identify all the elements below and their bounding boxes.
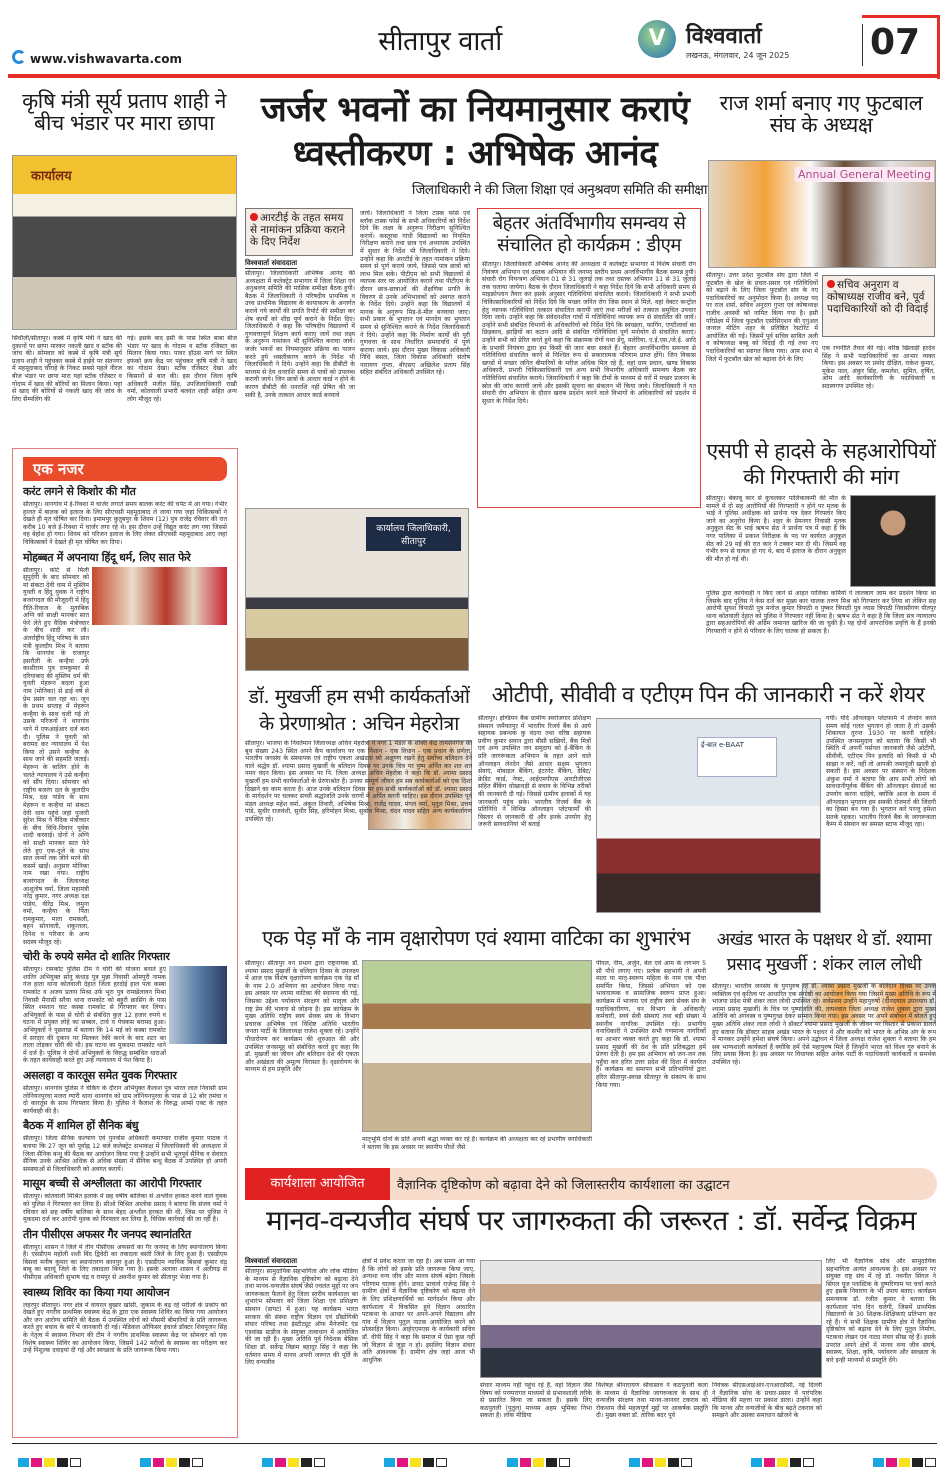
photo-sign: कार्यालय [31, 169, 72, 184]
football-photo [708, 160, 936, 268]
photo-banner: Annual General Meeting [795, 167, 934, 182]
byline: विश्ववार्ता संवाददाता [245, 259, 298, 267]
color-bar-group [751, 1452, 816, 1471]
brief-body: सीतापुर। कोतवाली मिश्रित इलाके में छह वर्षीय बालिका से अश्लील हरकत करने वाले युवक को पुलिस ने गिरफ्तार कर लिया है। सीओ मिश्रित आलोक प्रसाद ने बताया कि संजय वर्मा ने रविवार को छह वर्षीय बालिका के साथ बेहद अश्लील हरकत की थी, जिस पर पुलिस ने मुकदमा दर्ज कर आरोपी युवक को गिरफ्तार कर लिया है, विधिक कार्रवाई की जा रही है। [23, 1193, 227, 1224]
mukherjee-headline: डॉ. मुखर्जी हम सभी कार्यकर्ताओं के प्रेरणाश्रोत : अचिन मेहरोत्रा [248, 685, 470, 735]
story-headline: कृषि मंत्री सूर्य प्रताप शाही ने बीच भंडार पर मारा छापा [22, 89, 226, 136]
color-bar-group [262, 1452, 327, 1471]
akhand-body: सीतापुर। भारतीय जनसंघ के युगपुरुष रहे डॉ. श्यामा प्रसाद मुखर्जी के बलिदान दिवस पर उनके व्यक्तित्व एवं कृतित्व पर आधारित एक संगोष्ठी का आयोजन किया गया जिसमें मुख्य अतिथि के रूप में भाजपा प्रदेश मंत्री शंकर लाल लोधी उपस्थित रहे। सर्वप्रथम उन्होंने महापुरुषों (दीनदयाल उपाध्याय डॉ. श्यामा प्रसाद मुखर्जी) के चित्र पर पुष्पांजलि की, तत्पश्चात जिला अध्यक्ष राजेश शुक्ला द्वारा मुख्य अतिथि को अंगवस्त्र व पुष्पगुच्छ देकर सम्मान किया गया। इस अवसर पर अपने संबोधन में बोलते हुए मुख्य अतिथि शंकर लाल लोधी ने डॉक्टर श्यामा प्रसाद मुखर्जी के जीवन पर विस्तार से प्रकाश डालते हुए बताया कि डॉक्टर साहब अखंड भारत के पक्षधर थे और कश्मीर को भारत के अभिन्न अंग के रूप में मानकर उन्होंने हमेशा संघर्ष किया। अपने उद्बोधन में जिला अध्यक्ष राजेश शुक्ला ने बताया कि हम सब भाग्यशाली कार्यकर्ता हैं क्योंकि हमें ऐसे महापुरुष मिले हैं जिन्होंने भारत को विश्व गुरु बनाने के लिए प्रयास किया है। इस अवसर पर विधायक सहित अनेक पार्टी के पदाधिकारी कार्यकर्ता व समर्थक उपस्थित रहे। [712, 983, 936, 1066]
raid-photo [12, 155, 237, 330]
tree-caption: मातृभूमि दोनों के प्रति अपनी श्रद्धा व्यक्त कर रहे हैं। कार्यक्रम की अध्यक्षता कर रहे प्रभागीय वनाधिकारी ने बताया कि इस अवसर पर स्थानीय पौधों जैसे [362, 1136, 592, 1151]
news-brief [23, 484, 227, 547]
wedding-photo [92, 567, 227, 625]
registration-color-bars [18, 1452, 938, 1471]
brief-headline: तीन पीसीएस अफसर गैर जनपद स्थानांतरित [23, 1227, 191, 1241]
dm-headline: बेहतर अंतर्विभागीय समन्वय से संचालित हो कार्यक्रम : डीएम [492, 213, 686, 256]
tree-body: पीपल, नीम, अर्जुन, बेल एवं आम के लगभग 5 सौ पौधे लगाए गए। प्रत्येक सहभागी ने अपनी माता या मातृ-स्वरूप महिला के नाम एक पौधा समर्पित किया, जिससे अभियान को एक भावनात्मक व सामाजिक स्वरूप प्राप्त हुआ। कार्यक्रम में भाजपा एवं राष्ट्रीय स्वयं सेवक संघ के पदाधिकारीगण, वन विभाग के अधिकारी/कर्मचारी, स्वयं सेवी संस्थाएं तथा बड़ी संख्या में स्थानीय नागरिक उपस्थित रहे। प्रभागीय वनाधिकारी ने उपस्थित सभी गणमान्य नागरिकों का आभार व्यक्त करते हुए कहा कि डॉ. श्यामा प्रसाद मुखर्जी की देश के प्रति प्रतिबद्धता हमें प्रेरणा देती है। हम इस अभियान को जन-जन तक पहुँचा कर हरित उत्तर प्रदेश की दिशा में कार्यरत हैं। कार्यक्रम का समापन सभी प्रतिभागियों द्वारा हरित सीतापुर-स्वच्छ सीतापुर के संकल्प के साथ किया गया। [596, 960, 706, 1089]
section-title: सीतापुर वार्ता [378, 26, 502, 57]
color-bar-group [507, 1452, 572, 1471]
projector-screen: ई-बात e-BAAT [697, 737, 777, 777]
masthead [0, 0, 945, 80]
otp-body: सीतापुर। इण्डियन बैंक ग्रामीण स्वरोजगार प्रशिक्षण संस्थान जमैयतपुर में भारतीय रिजर्व बैंक से आये सहायक प्रबन्धक कु वंदना तथा वरिष्ठ सहायक प्रवीण कुमार सवान द्वारा बीसी सखियों, बैंक मित्रों एवं अन्य उपस्थित जन समुदाय को ई-बैंकिंग के प्रति जागरूकता अभियान के तहत आने वाले ऑनलाइन लेनदेन जैसे आधार सक्षम भुगतान सेवाएं, मोबाइल बैंकिंग, इंटरनेट बैंकिंग, डेबिट/क्रेडिट कार्ड, नेफ्ट, आईएमपीएस आरटीजीएस सहित बैंकिंग धोखाधड़ी से बचाव के विभिन्न तरीकों की जानकारी दी गई। जिससे ग्रामीण इलाकों में यह जानकारी पहुंच सके। भारतीय रिजर्व बैंक के प्रतिनिधि ने विभिन्न ऑनलाइन प्लेटफार्मों की विस्तार से जानकारी दी और इनके उपयोग हेतु जरूरी सावधानियां भी बताई [478, 715, 591, 829]
brief-headline: बैठक में शामिल हों सैनिक बंधु [23, 1119, 139, 1133]
accused-photo [169, 966, 227, 1044]
workshop-headline: मानव-वन्यजीव संघर्ष पर जागरुकता की जरूरत : डॉ. सर्वेन्द्र विक्रम [265, 1204, 917, 1237]
ek-nazar-title: एक नजर [23, 457, 227, 481]
page-number: 07 [870, 22, 921, 63]
brief-body: सीतापुर। थानगांव पुलिस ने चेकिंग के दौरान अभियुक्त कैलाश पुत्र भारत लाल निवासी ग्राम लोनियनपुरवा मजरा ग्यारी थाना थानगांव को ग्राम लोनियनपुरवा के पास से 12 बोर तमंचा व दो कारतूस के साथ गिरफ्तार किया है। पुलिस ने कैलाश के विरुद्ध आर्म्स एक्ट के तहत कार्यवाही की है। [23, 1084, 227, 1115]
brief-body: सीतापुर। जिला सैनिक कल्याण एवं पुनर्वास अधिकारी कमाण्डर राजीव कुमार पाठक ने बताया कि 27 जून को पूर्वाह्न 12 बजे कलेक्ट्रेट सभाकक्ष में जिलाधिकारी की अध्यक्षता में जिला सैनिक बन्धु की बैठक का आयोजन किया गया है उन्होंने सभी भूतपूर्व सैनिक व सेवारत सैनिक उनके आश्रित अधिक से अधिक संख्या में सैनिक बन्धु बैठक में उपस्थित हो अपनी समस्याओं से जिलाधिकारी को अवगत करायें। [23, 1135, 227, 1173]
brief-body: सीतापुर। थानगांव में ई-रिक्शा में चार्जर लगाते समय बालक करंट की चपेट में आ गया। गंभीर हालत में बालक को इलाज के लिए सीएचसी महमूदाबाद ले जाया गया जहां चिकित्सकों ने देखते ही मृत घोषित कर दिया। इमामपुर कुतुबपुर के शिवम (12) पुत्र राजेंद्र रविवार की रात करीब 10 बजे ई-रिक्शा में चार्जर लगा रहे थे। इस दौरान उन्हें विद्युत करंट लग गया जिससे वह बेहोश हो गया। शिवम को परिजन इलाज के लिए लेकर सीएचसी महमूदाबाद आए जहां चिकित्सकों ने देखते ही मृत घोषित कर दिया। [23, 501, 227, 546]
color-bar-group [629, 1452, 694, 1471]
masthead-rule [8, 74, 940, 78]
meeting-photo [245, 508, 469, 671]
office-sign: कार्यालय जिलाधिकारी, सीतापुर [366, 517, 461, 551]
color-bar-group [140, 1452, 205, 1471]
paper-name: विश्ववार्ता [686, 24, 762, 49]
story-body: सिधौली/सीतापुर। कस्बे में कृषि मंत्री ने खाद की दुकानों पर छापा मारकर नकली खाद व स्टॉक की जांच की। सोमवार को कस्बे में कृषि मंत्री सूर्य प्रताप शाही ने पहुंचकर कस्बे में हाईवे पर संतनगर में महमूदाबाद चौराहे के निकट सबसे पहले नीरज बीज भंडार पर छापा मारा यहां स्टॉक रजिस्टर व गोदाम में खाद की बोरियों का मिलान किया। यहां से खाद की बोरियों से नकली खाद की जांच के लिए सैम्पलिंग की [12, 335, 122, 403]
website-link[interactable]: www.vishwavarta.com [30, 52, 182, 66]
byline: विश्ववार्ता संवाददाता [245, 1257, 298, 1265]
color-bar-group [873, 1452, 938, 1471]
workshop-body: क्षेत्रों में प्रवेश करता जा रहा है। अब समय आ गया है कि लोगों को इसके प्रति जागरूक किया जाए, अन्यथा वन्य जीव और मानव संघर्ष बढ़ेगा जिसके परिणाम घातक होंगे। डायट प्राचार्य राजेन्द्र सिंह ने ग्रामीण क्षेत्रों में वैज्ञानिक दृष्टिकोण को बढ़ावा देने के लिए प्रशिक्षणार्थियों का मार्गदर्शन किया और कार्यशाला में विकसित हुये विज्ञान आधारित पटकथा के आधार पर अपने-अपने विद्यालय और गांव में विज्ञान पुतुल नाटक आयोजित करने को प्रोत्साहित किया। आईएएमएस के कार्यकारी सचिव डॉ. वीपी सिंह ने कहा कि समाज में ऐसा कुछ नहीं जो विज्ञान से जुड़ा न हो। इसलिए विज्ञान संचार अति आवश्यक है। ग्रामीण क्षेत्र जहां आज भी आधुनिक [362, 1258, 475, 1364]
workshop-group-photo [480, 1260, 822, 1378]
lead-body: जायें। जिलाधिकारी ने जिला टास्क फोर्स एवं ब्लॉक टास्क फोर्स के सभी अधिकारियों को निर्देश दिये कि लक्ष्य के अनुरूप निरीक्षण सुनिश्चित करायें। कस्तूरबा गांधी विद्यालयों का नियमित निरीक्षण कराने तथा छात्र एवं अध्यापक उपस्थित में सुधार के निर्देश भी जिलाधिकारी ने दिये। उन्होंने कहा कि आरटीई के तहत नामांकन प्रक्रिया समय से पूर्ण कराये जाये, जिससे पात्र छात्रों को लाभ मिल सके। पीटीएम को सभी विद्यालयों में व्यापक स्तर पर आयोजित कराने तथा पीटीएम के दौरान छात्र-छात्राओं की शैक्षणिक प्रगति के विवरण से उनके अभिभावकों को अवगत कराने के निर्देश दिये। उन्होंने कहा कि विद्यालयों में मानक के अनुरूप मिड-डे-मील बनवाया जाए। सभी प्रकार के भुगतान एवं मानदेय का भुगतान समय से सुनिश्चित कराने के निर्देश जिलाधिकारी ने दिये। उन्होंने कहा कि निर्माण कार्यों की पूरी गुणवत्ता के साथ निर्धारित समयावधि में पूर्ण कराया जाये। इस दौरान मुख्य विकास अधिकारी निधि बंसल, जिला विकास अधिकारी संतोष नारायण गुप्ता, बीएसए अखिलेश प्रताप सिंह सहित संबंधित अधिकारी उपस्थित रहे। [360, 210, 470, 377]
news-brief [23, 1285, 227, 1355]
ek-nazar-box [12, 448, 238, 1438]
workshop-banner-text: वैज्ञानिक दृष्टिकोण को बढ़ावा देने को जिलास्तरीय कार्यशाला का उद्घाटन [397, 1178, 730, 1193]
brief-headline: असलहा व कारतूस समेत युवक गिरफ्तार [23, 1068, 177, 1082]
workshop-tag: कार्यशाला आयोजित [245, 1168, 390, 1200]
sp-body: सीतापुर। बेकाबू कार से कुचलकर पालिकाकर्मी की मौत के मामले में दो सह आरोपियों की गिरफ्तारी न होने पर मृतक के भाई ने पुलिस अधीक्षक को प्रार्थना पत्र देकर गिरफ्तार किए जाने का अनुरोध किया है। शहर के प्रेमनगर निवासी मृतक अनुकूल सेठ के भाई ऋषभ सेठ ने प्रार्थना पत्र में कहा है कि नगर पालिका में प्रकाश निरीक्षक के पद पर कार्यरत अनुकूल सेठ को 29 मई की रात कार ने टक्कर मार दी थी। जिसमें वह गंभीर रूप से घायल हो गए थे, बाद में इलाज के दौरान अनुकूल की मौत हो गई थी। [706, 495, 846, 563]
news-brief [23, 1068, 227, 1115]
football-body: सीतापुर। उत्तर प्रदेश फुटबॉल संघ द्वारा जिले में फुटबॉल के खेल के प्रचार-प्रसार एवं गतिविधियों को बढ़ाने के लिए जिला फुटबॉल संघ के नए पदाधिकारियों का अनुमोदन किया है। अध्यक्ष पद पर राज शर्मा, सचिव अनुराग गुप्ता एवं कोषाध्यक्ष राजीव अवस्थी को नामित किया गया है। इसी परिप्रेक्ष्य में जिला फुटबॉल एसोसिएशन की एनुअल जनरल मीटिंग शहर के प्रतिष्ठित रेस्टोरेंट में आयोजित की गई। जिसमें पूर्व सचिव साबित अली व कोषाध्यक्ष बब्बू को विदाई दी गई तथा नए पदाधिकारियों का स्वागत किया गया। आम सभा में जिले में फुटबॉल खेल को बढ़ावा देने के लिए [706, 272, 818, 363]
football-headline: राज शर्मा बनाए गए फुटबाल संघ के अध्यक्ष [719, 91, 923, 138]
akhand-headline: अखंड भारत के पक्षधर थे डॉ. श्यामा प्रसाद मुखर्जी : शंकर लाल लोधी [716, 930, 932, 975]
brief-body: सीतापुर। कोर्ट से मिली सुपुर्दगी के बाद सोमवार को मां संकटा देवी धाम में मुस्लिम युवती व हिंदू युवक ने राष्ट्रीय बजरंगदल की मौजूदगी में हिंदू रीति-रिवाज के मुताबिक अग्नि को साक्षी मानकर सात फेरे लेते हुए वैदिक मंत्रोच्चार के बीच शादी कर ली। अंतर्राष्ट्रीय हिंदू परिषद के प्रांत मंत्री कुलदीप मिश्र ने बताया कि थानगांव के राजापुर इसरौली के कन्हैया उर्फ काशीराम पुत्र रामकुमार से दरियाबाद की मुस्लिम धर्म की युवती मेहरून बदला हुआ नाम (मोनिका) से ढाई वर्ष से प्रेम प्रसंग चल रहा था। जून के प्रथम सप्ताह में मेहरून कन्हैया के साथ चली गई तो उसके परिजनों ने थानगांव थाने में एफआईआर दर्ज करा दी। पुलिस ने युवती को बरामद कर न्यायालय में पेश किया तो उसने कन्हैया के साथ जाने की सहमति जताई। मेहरून के बालिग होने के चलते न्यायालय ने उसे कन्हैया को सौंप दिया। सोमवार को राष्ट्रीय बजरंग दल के कुलदीप मिश्र, दक्ष पांडेय के साथ मेहरून व कन्हैया मां संकटा देवी धाम पहुंचे जहां पुजारी सुरेश मिश्र ने वैदिक मंत्रोच्चार के बीच विधि-विधान पूर्वक शादी करवाई। दोनों ने अग्नि को साक्षी मानकर सात फेरे लेते हुए एक-दूजे के साथ सात जन्मों तक जीने मरने की कसमें खाईं। अनुसार मोनिका नाम रखा गया। राष्ट्रीय बजरंगदल के जिलाध्यक्ष आशुतोष वर्मा, जिला महामंत्री नरेंद्र कुमार, नगर अध्यक्ष दक्ष पांडेय, वीरेंद्र मिश्र, जमुना वर्मा, कन्हैया के पिता रामकुमार, माता रामकली, बहन सोनावती, शकुन्तला, दिनेश व परिवार के अन्य सदस्य मौजूद रहे। [23, 566, 89, 946]
tree-headline: एक पेड़ माँ के नाम वृक्षारोपण एवं श्यामा वाटिका का शुभारंभ [262, 926, 690, 950]
news-brief [23, 1118, 227, 1173]
paper-logo-icon: V [638, 20, 676, 58]
brief-headline: स्वास्थ्य शिविर का किया गया आयोजन [23, 1285, 170, 1299]
news-brief [23, 1176, 227, 1223]
brief-headline: मासूम बच्ची से अश्लीलता का आरोपी गिरफ्तार [23, 1177, 202, 1191]
brief-headline: चोरी के रुपये समेत दो शातिर गिरफ्तार [23, 950, 170, 964]
workshop-body: संचार माध्यम नहीं पहुंच रहे हैं, वहां विज्ञान जैसे विषय को परम्परागत माध्यमों से प्रभावशाली तरीके से प्रसारित किया जा सकता है। इसके लिए कठपुतली (पुतुल) माध्यम अहम भूमिका निभा सकता है। लोक मीडिया [480, 1382, 592, 1420]
color-bar-group [18, 1452, 83, 1471]
story-body: गई। इसके बाद इसी के पास स्थित बाबा बीज भंडार पर खाद के गोदाम व स्टॉक रजिस्टर का मिलान किया गया। पावर हॉउस मार्ग पर स्थित इफको क्रय केंद्र पर पहुंचकर कृषि मंत्री ने खाद का गोदाम देखा। स्टॉक रजिस्टर देखा और किसानों से बात की। इस दौरान जिला कृषि अधिकारी मंजीत सिंह, उपजिलाधिकारी राखी वर्मा, कोतवाली प्रभारी बलवंत शाही सहित अन्य लोग मौजूद रहे। [127, 335, 237, 403]
brief-headline: मोहब्बत में अपनाया हिंदू धर्म, लिए सात फेरे [23, 550, 191, 564]
workshop-body: लिए भी वैज्ञानिक सोच और सामुदायिक सहभागिता अत्यंत आवश्यक है। इस अवसर पर संयुक्त राष्ट्र संघ में रहे डॉ. नवनीत सिंगल ने सिंगल यूज प्लास्टिक के दुष्परिणाम पर चर्चा करते हुए इसके निवारण के भी उपाय बताए। कार्यक्रम समन्वयक डॉ. रंजीत कुमार ने बताया कि कार्यशाला पांच दिन चलेगी, जिसमें प्राथमिक विद्यालयों के 30 शिक्षक-शिक्षिकाएं प्रतिभाग कर रहे हैं। ये सभी शिक्षक ग्रामीण क्षेत्र में वैज्ञानिक दृष्टिकोण को बढ़ावा देने के लिए पुतुल निर्माण, पटकथा लेखन एवं नाट्य मंचन सीख रहे हैं। इसके उपरांत अपने क्षेत्रों में मानव वन्य जीव संघर्ष, स्वास्थ्य, शिक्षा, कृषि, पर्यावरण और स्वच्छता के बारे इन्ही माध्यमों से प्रस्तुति देंगे। [826, 1258, 936, 1364]
dm-story-box [477, 208, 701, 508]
otp-body: गयी। यदि ऑनलाइन प्लेटफार्म में लेनदेन करते समय कोई गलत भुगतान हो जाता है तो उसकी शिकायत तुरन्त 1930 पर करनी चाहिये। उपस्थित जनसमुदाय को बताया कि किसी भी स्थिति में अपनी पर्सनल जानकारी जैसे ओटीपी, सीवीवी, एटीएम पिन इत्यादि को किसी से भी साझा न करें, नहीं तो आपकी जमापूंजी खाली हो सकती है। इस अवसर पर संस्थान के निदेशक अंकुश वर्मा ने बताया कि आप सभी लोगों को सावधानीपूर्वक बैंकिंग की ऑनलाइन सेवाओं का उपयोग करना चाहिये, क्योंकि आज के समय में ऑनलाइन भुगतान हम सबकी रोजमर्रा की जिंदगी का हिस्सा बन गया है। भुगतान करें परन्तु हमेशा सतर्क रहकर। भारतीय रिजर्व बैंक के जागरूकता कैम्प में संस्थान का समस्त स्टाफ मौजूद रहा। [826, 715, 936, 829]
mukherjee-body: सीतापुर। भाजपा के निवर्तमान जिलाध्यक्ष अचिन मेहरोत्रा ने नगर 1 मंडल के शक्ति केंद्र तामसेनगंज की बूथ संख्या 243 स्थित अपने कैंप कार्यालय पर एक निशान - एक विधान - एक प्रधान के प्रणेता, भारतीय जनसंघ के संस्थापक एवं राष्ट्रीय एकता अखंडता को अक्षुण्ण रखने हेतु सर्वोच्च बलिदान देने वाले श्रद्धेय डॉ. श्यामा प्रसाद मुखर्जी के बलिदान दिवस पर उनके चित्र पर पुष्प अर्पित कर शत शत नमन वंदन किया। इस अवसर पर नि. जिला अध्यक्ष अचिन मेहरोत्रा ने कहा कि डॉ. श्यामा प्रसाद मुखर्जी हम सभी कार्यकर्ताओं के प्रेरणाश्रोत हैं। उनका सम्पूर्ण जीवन हम सब कार्यकर्ताओं को एक दिशा दिखाने का काम करता है। आज उनके बलिदान दिवस पर हम सभी कार्यकर्ताओं को डॉ. श्यामा प्रसाद के मार्गदर्शन पर चलकर सच्ची श्रद्धांजलि उनके चरणों में अर्पित करनी चाहिए। इस दौरान उपस्थित पूर्व मंडल अध्यक्ष महेश वर्मा, अंकुल तिवारी, अभिषेक मिश्रा, राजेंद्र यादव, मंगल वर्मा, मृदुल मिश्रा, उत्तम पांडे, सुधीर राजवंशी, सुधीर सिंह, हरिमोहन मिश्रा, सुबोध मिश्रा, चंदन यादव सहित अन्य कार्यकर्तागण उपस्थित रहे। [245, 740, 472, 823]
otp-headline: ओटीपी, सीवीवी व एटीएम पिन की जानकारी न करें शेयर [491, 683, 925, 708]
footer-rule [12, 1443, 937, 1444]
highlight-text: सचिव अनुराग व कोषाध्यक्ष राजीव बने, पूर्व पदाधिकारियों को दी विदाई [827, 279, 929, 315]
victim-brother-photo [850, 495, 936, 587]
lead-headline: जर्जर भवनों का नियमानुसार कराएं ध्वस्तीकरण : अभिषेक आनंद [260, 90, 690, 174]
browser-e-icon [12, 50, 26, 64]
workshop-body: नियंत्रक सीएसआईआर-एनआरडीसी, नई दिल्ली ने वैज्ञानिक सोच के प्रचार-प्रसार में पारंपरिक मीडिया की महत्ता पर प्रकाश डाला। उन्होंने कहा कि मानव और वन्यजीवों के बीच बढ़ते टकराव को समझने और उसका समाधान खोजने के [712, 1382, 822, 1420]
page-number-divider [862, 24, 863, 66]
football-highlight [822, 275, 935, 337]
color-bar-group [384, 1452, 449, 1471]
lead-highlight [245, 208, 353, 256]
workshop-banner [245, 1168, 937, 1200]
tree-body: सीतापुर। सीतापुर वन प्रभाग द्वारा राष्ट्रनायक डॉ. श्यामा प्रसाद मुखर्जी के बलिदान दिवस के उपलक्ष्य में आज एक विशेष वृक्षारोपण कार्यक्रम एक पेड़ माँ के नाम 2.0 अभियान का आयोजन किया गया। इस अवसर पर श्यामा वाटिका की स्थापना की गई, जिसका उद्देश्य पर्यावरण संरक्षण को मातृत्व और राष्ट्र प्रेम की भावना से जोड़ना है। इस कार्यक्रम के मुख्य अतिथि राष्ट्रीय स्वयं सेवक संघ के विभाग प्रचारक अभिषेक एवं विशिष्ट अतिथि भारतीय जनता पार्टी के जिलाध्यक्ष राजेश शुक्ला रहे। उन्होंने पौधारोपण कर कार्यक्रम की शुरुआत की और उपस्थित जनसमूह को संबोधित करते हुए कहा कि डॉ. मुखर्जी का जीवन और बलिदान देश की एकता और अखंडता की अमूल्य विरासत है। वृक्षारोपण के माध्यम से हम प्रकृति और [245, 960, 359, 1074]
banking-photo [596, 718, 821, 913]
plantation-photo [362, 960, 592, 1132]
bullet-icon [250, 213, 258, 221]
highlight-text: आरटीई के तहत समय से नामांकन प्रक्रिया कराने के दिए निर्देश [250, 212, 346, 248]
dateline: लखनऊ, मंगलवार, 24 जून 2025 [686, 51, 790, 60]
sp-headline: एसपी से हादसे के सहआरोपियों की गिरफ्तारी की मांग [706, 439, 936, 489]
workshop-body: विशेषज्ञ श्रीनारायण श्रीवास्तव ने कठपुतली कला के माध्यम से वैज्ञानिक जागरूकता के साथ ही वन्यजीव संरक्षण तथा मानव-जानवर टकराव को रोकथाम जैसे महत्वपूर्ण मुद्दों पर आकर्षक प्रस्तुति दी। मुख्य वक्ता डॉ. तारिक बदर पूर्व [596, 1382, 708, 1420]
brief-headline: करंट लगने से किशोर की मौत [23, 485, 136, 498]
sp-body: पुलिस द्वारा कार्यवाही न किए जाने से आहत पालिका कर्मियों ने लालबाग जाम कर प्रदर्शन किया था जिसके बाद पुलिस ने केस दर्ज कर मुख्य कार चालक तरुण मिश्र को गिरफ्तार कर लिया था लेकिन सह आरोपी सुयश त्रिपाठी पुत्र मनोज कुमार त्रिपाठी व पुष्कर त्रिपाठी पुत्र व्यास त्रिपाठी निवासीगण पीतपुर थाना कोतवाली देहात को पुलिस ने गिरफ्तार नहीं किया है। ऋषभ सेठ ने कहा है कि जिला सत्र न्यायालय द्वारा सहआरोपियों की अग्रिम जमानत खारिज की जा चुकी है। यह दोनों आपराधिक प्रवृत्ति के हैं इनकी गिरफ्तारी न होने से परिवार के लिए घातक हो सकता है। [706, 590, 936, 635]
news-brief [23, 1227, 227, 1282]
brief-body: सीतापुर। शासन ने जिले में तीन पीसीएस अफसरों का गैर जनपद के लिए स्थानांतरण किया है। एसडीएम महोली शशी बिंद द्विवेदी का तबादला बस्ती जिले के लिए हुआ है। एसडीएम बिसवां मनीष कुमार का स्थानांतरण कानपुर हुआ है। एसडीएम न्यायिक बिसवां कुमार चंद्र बाबू का बदायूं जिले के लिए तबादला किया गया है। इसके अलावा शासन ने अलीगढ़ से पीसीएस अधिकारी सुभाष चंद्र व रामपुर से अवनीश कुमार को सीतापुर भेजा गया है। [23, 1243, 227, 1282]
news-brief [23, 550, 227, 947]
lead-body: सीतापुर। जिलाधिकारी अभिषेक आनंद की अध्यक्षता में कलेक्ट्रेट सभागार में जिला शिक्षा एवं अनुश्रवण समिति की मासिक समीक्षा बैठक हुयी। बैठक में जिलाधिकारी ने परिषदीय प्राथमिक व उच्च प्राथमिक विद्यालय के कायाकल्प के अन्तर्गत कराये गये कार्यों की प्रगति रिपोर्ट की समीक्षा कर शेष कार्यों को शीघ्र पूर्ण कराने के निर्देश दिए। जिलाधिकारी ने कहा कि परिषदीय विद्यालयों में गुणवत्तापूर्ण शिक्षण कार्य कराए जायें तथा लक्ष्य के अनुरूप नामांकन भी सुनिश्चित कराया जाये। जर्जर भवनों का नियमानुसार प्रक्रिया का पालन करते हुये ध्वस्तीकरण कराने के निर्देश भी जिलाधिकारी ने दिये। उन्होंने कहा कि डीबीटी के माध्यम से देय धनराशि समय से पात्रों को उपलब्ध करायी जाये। जिन छात्रों के आधार कार्ड न होने के कारण डीबीटी की धनराशि नहीं प्रेषित की जा सकी है, उनके तत्काल आधार कार्ड बनवाये [245, 270, 355, 399]
news-brief [23, 949, 227, 1065]
brief-body: सीतापुर। रामकोट पुलिस टीम ने चोरी की योजना बनाते हुए शातिर अभियुक्त सोनू कंधाड़ पुत्र मुन्ना निवासी ओमपुरी नामक गंज हाता थाना कोतवाली देहात जिला हरदोई हाल पता कस्बा रामकोट व अजय प्रताप मिश्रा उर्फ भूरा पुत्र रामखेलावन मिश्रा निवासी मैनासी सरैया थाना रामकोट को बहुरी क्रासिंग के पास स्थित श्मशान घाट कस्बा रामकोट से गिरफ्तार कर लिया। अभियुक्तों के पास से चोरी से संबंधित कुल 12 हजार रुपये व घटना में प्रयुक्त लोहे का सब्बल, टार्च व पेचकस बरामद हुआ। अभियुक्तों ने पूछताछ में बताया कि 14 मई को कस्बा रामकोट में सरदार की दुकान पर मिलकर रेकी करने के बाद शटर का ताला तोड़कर चोरी की थी। इस घटना का मुकदमा रामकोट थाने में दर्ज है। पुलिस ने दोनों अभियुक्तों के विरुद्ध सम्बंधित धाराओं के तहत कार्यवाही करते हुए उन्हें न्यायालय में पेश किया है। [23, 966, 166, 1065]
lead-subhead: जिलाधिकारी ने की जिला शिक्षा एवं अनुश्रवण समिति की समीक्षा [411, 182, 707, 198]
workshop-body: सीतापुर। सामुदायिक सहभागिता और लोक मीडिया के माध्यम से वैज्ञानिक दृष्टिकोण को बढ़ावा देने तथा मानव-वन्यजीव संघर्ष जैसे ज्वलंत मुद्दों पर जन जागरूकता फैलाने हेतु जिला स्तरीय कार्यशाला का शुभारंभ सोमवार को जिला शिक्षा एवं प्रशिक्षण संस्थान (डायट) में हुआ। यह कार्यक्रम भारत सरकार की संस्था राष्ट्रीय विज्ञान एवं प्रौद्योगिकी संचार परिषद तथा इंस्टीट्यूट ऑफ मैनेजमेंट एंड एडवांस्ड स्टडीज के संयुक्त तत्वाधान में आयोजित की जा रही है। मुख्य अतिथि पूर्व निदेशक बेसिक शिक्षा डॉ. सर्वेन्द्र विक्रम बहादुर सिंह ने कहा कि वर्तमान समय में मानव अपनी जरूरत की पूर्ति के लिए वन्यजीव [245, 1268, 358, 1367]
dm-body: सीतापुर। जिलाधिकारी अभिषेक आनंद की अध्यक्षता में कलेक्ट्रेट सभागार में विशेष संचारी रोग नियंत्रण अभियान एवं दस्तक अभियान की जनपद स्तरीय प्रथम अन्तर्विभागीय बैठक सम्पन्न हुयी। संचारी रोग नियन्त्रण अभियान 01 से 31 जुलाई तक तथा दस्तक अभियान 11 से 31 जुलाई तक चलाया जायेगा। बैठक के दौरान जिलाधिकारी ने कहा निर्देश दिये कि सभी अधिकारी समय से माइक्रोप्लान तैयार कर इसके अनुसार गतिविधियां संचालित कराये। जिलाधिकारी ने सभी प्रभारी चिकित्साधिकारियों को निर्देश दिये कि मच्छर जनित रोग जिस स्थान से मिले, वहां वेक्टर कन्ट्रोल हेतु व्यापक गतिविधियां तत्काल संचालित करायी जाएं तथा मरीजों को तत्काल समुचित उपचार दिया जाये। उन्होंने कहा कि संवेदनशील गांवों में गतिविधियां व्यापक रूप से संचालित की जायें। उन्होंने सभी संबंधित विभागों के अधिकारियों को निर्देश दिये कि स्वच्छता, फागिंग, एण्टीलार्वा का छिड़काव, झाड़ियों का कटान आदि से संबंधित गतिविधियां पूर्ण मनोयोग से संचालित कराएं। उन्होंने सभी को प्रेरित करते हुये कहा कि संक्रामक रोगों यथा डेंगू, मलेरिया, ए.ई.एस./जे.ई. आदि के प्रभावी नियंत्रण द्वारा हम किसी की जान बचा सकते हैं। बेहतर अन्तर्विभागीय समन्वय से गतिविधियां संचालित करने से निश्चित रूप से सकारात्मक परिणाम प्राप्त होंगे। जिन विकास खण्डों में मच्छर जनित बीमारियों के मरीज अधिक मिल रहे हैं, वहां ग्राम प्रधान, खण्ड विकास अधिकारी, प्रभारी चिकित्साधिकारी एवं अन्य सभी विभागीय अधिकारी समन्वय बैठक कर गतिविधियां संचालित कराये। जिलाधिकारी ने कहा कि टीमों के माध्यम से घरों में मच्छर प्रजनन के स्रोत की जांच करायी जाये और इसकी सूचना का संकलन भी किया जाये। जिलाधिकारी ने गत संचारी रोग अभियान के दौरान खराब प्रदर्शन करने वाले विभागों के अधिकारियों को प्रदर्शन में सुधार के निर्देश दिये। [482, 261, 696, 405]
bullet-icon [827, 280, 835, 288]
brief-body: लहरपुर सीतापुर। नगर क्षेत्र में वायरल बुखार खांसी, जुकाम के बढ़ रहे मरीजों के प्रकोप को देखते हुए नगरीय प्राथमिक स्वास्थ्य केंद्र के द्वारा एक स्वास्थ्य शिविर का किया गया आयोजन और जन आरोग्य समिति की बैठक में उपस्थित लोगों को मौसमी बीमारियों के प्रति जागरूक करते हुए बचाव के बारे में जानकारी दी गई। मेडिकल ऑफिसर इंचार्ज डॉक्टर शिवपूजन सिंह के नेतृत्व में स्वास्थ्य विभाग की टीम ने नगरीय प्राथमिक स्वास्थ्य केंद्र पर सोमवार को एक विशेष स्वास्थ्य शिविर का आयोजन किया, जिसमें 142 मरीजों के स्वास्थ्य का परीक्षण कर उन्हें निशुल्क दवाइयां दी गई और स्वच्छता के प्रति जागरूक किया गया। [23, 1301, 227, 1355]
football-body: एक रणनीति तैयार की गई। वरिष्ठ खिलाड़ी हरदेव सिंह ने सभी पदाधिकारियों का आभार व्यक्त किया। इस अवसर पर प्रमोद दीक्षित, राकेश कुमार, मुकेश पाल, अंकुर सिंह, कमलेश, सुमित, हर्षित, ओम आदि कार्यकारिणी के पदाधिकारी व सदस्यगण उपस्थित रहे। [822, 345, 935, 390]
